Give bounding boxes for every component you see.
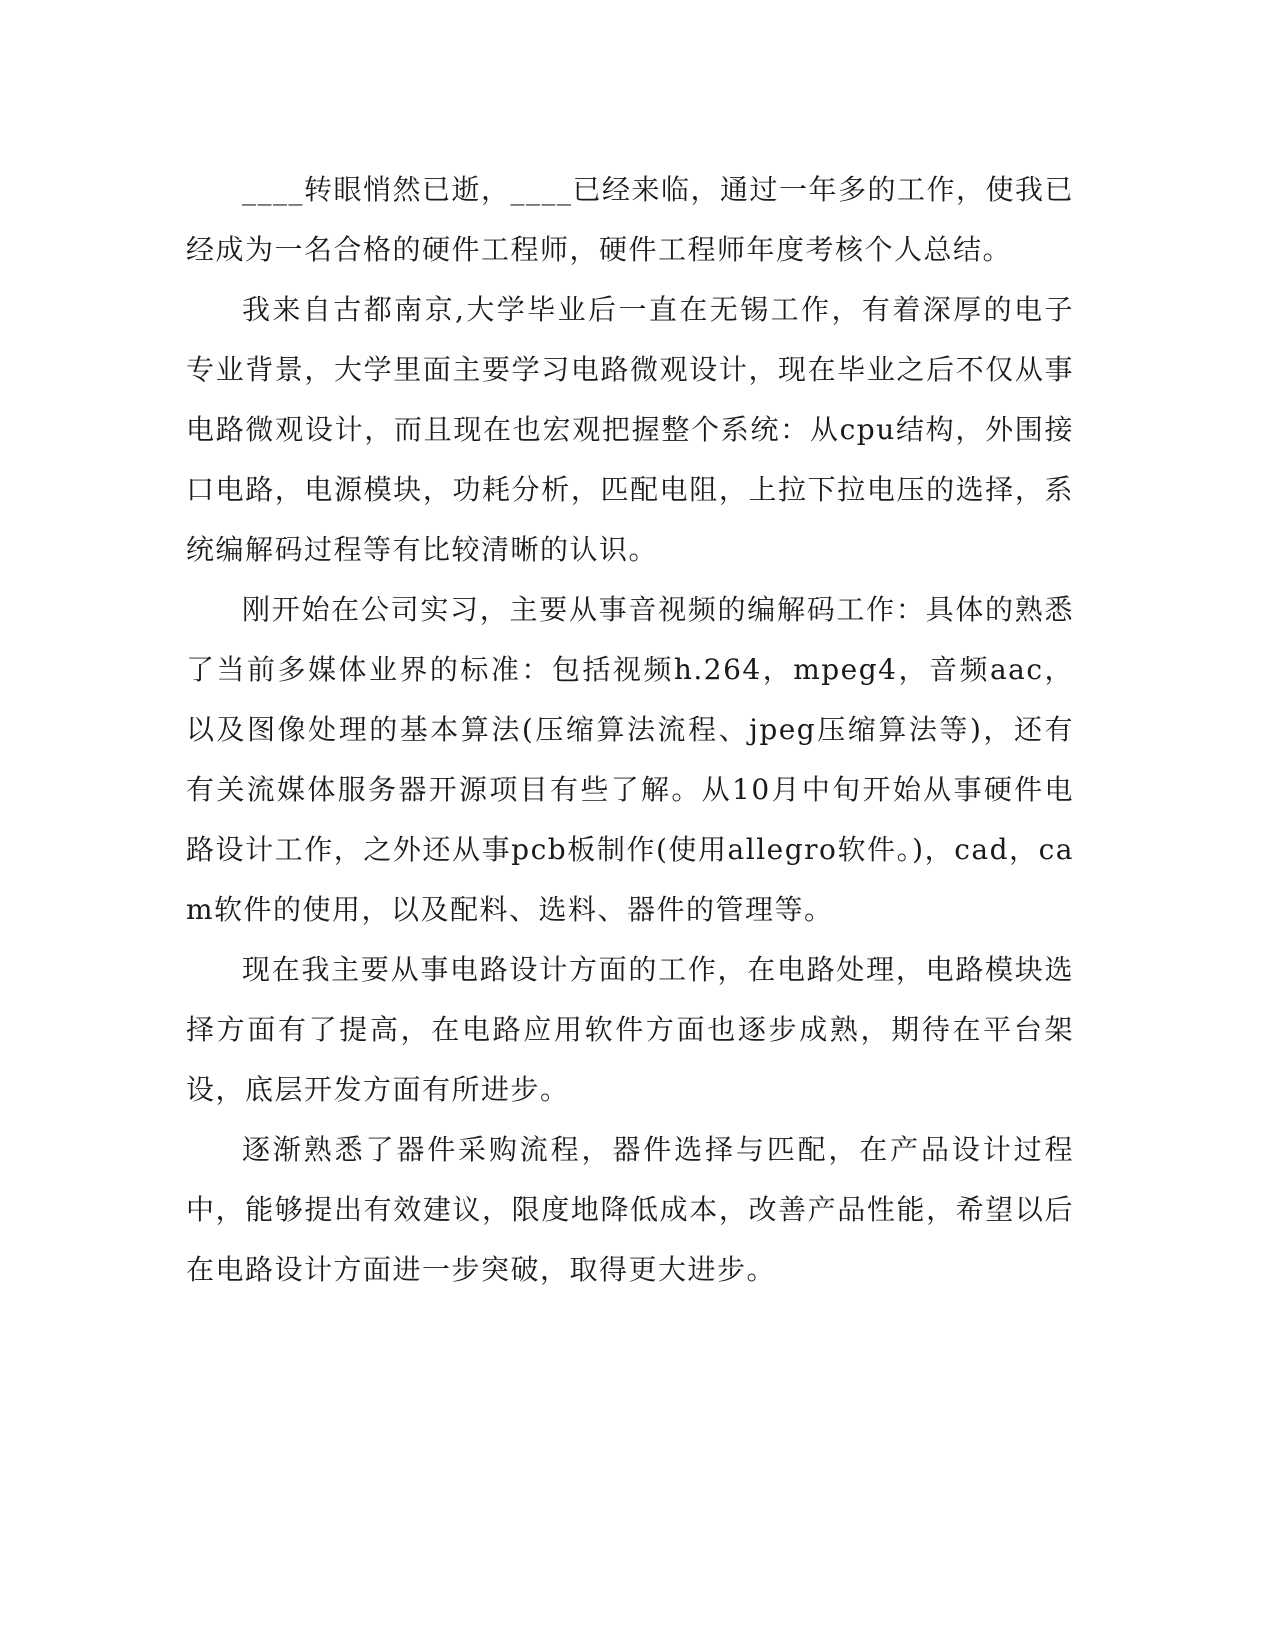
paragraph-outlook: 逐渐熟悉了器件采购流程，器件选择与匹配，在产品设计过程中，能够提出有效建议，限度地降低成本，改善产品性能，希望以后在电路设计方面进一步突破，取得更大进步。	[186, 1133, 1074, 1286]
paragraph-internship: 刚开始在公司实习，主要从事音视频的编解码工作：具体的熟悉了当前多媒体业界的标准：包括视频h.264，mpeg4，音频aac，以及图像处理的基本算法(压缩算法流程、jpeg压缩算法等)，还有有关流媒体服务器开源项目有些了解。从10月中旬开始从事硬件电路设计工作，之外还从事pcb板制作(使用allegro软件。)，cad，cam软件的使用，以及配料、选料、器件的管理等。	[186, 593, 1074, 926]
document-body	[186, 160, 1074, 1300]
paragraph-intro: ____转眼悄然已逝，____已经来临，通过一年多的工作，使我已经成为一名合格的硬件工程师，硬件工程师年度考核个人总结。	[186, 173, 1075, 266]
paragraph-background: 我来自古都南京,大学毕业后一直在无锡工作，有着深厚的电子专业背景，大学里面主要学习电路微观设计，现在毕业之后不仅从事电路微观设计，而且现在也宏观把握整个系统：从cpu结构，外围接口电路，电源模块，功耗分析，匹配电阻，上拉下拉电压的选择，系统编解码过程等有比较清晰的认识。	[186, 293, 1074, 566]
paragraph-current-work: 现在我主要从事电路设计方面的工作，在电路处理，电路模块选择方面有了提高，在电路应用软件方面也逐步成熟，期待在平台架设，底层开发方面有所进步。	[186, 953, 1074, 1106]
